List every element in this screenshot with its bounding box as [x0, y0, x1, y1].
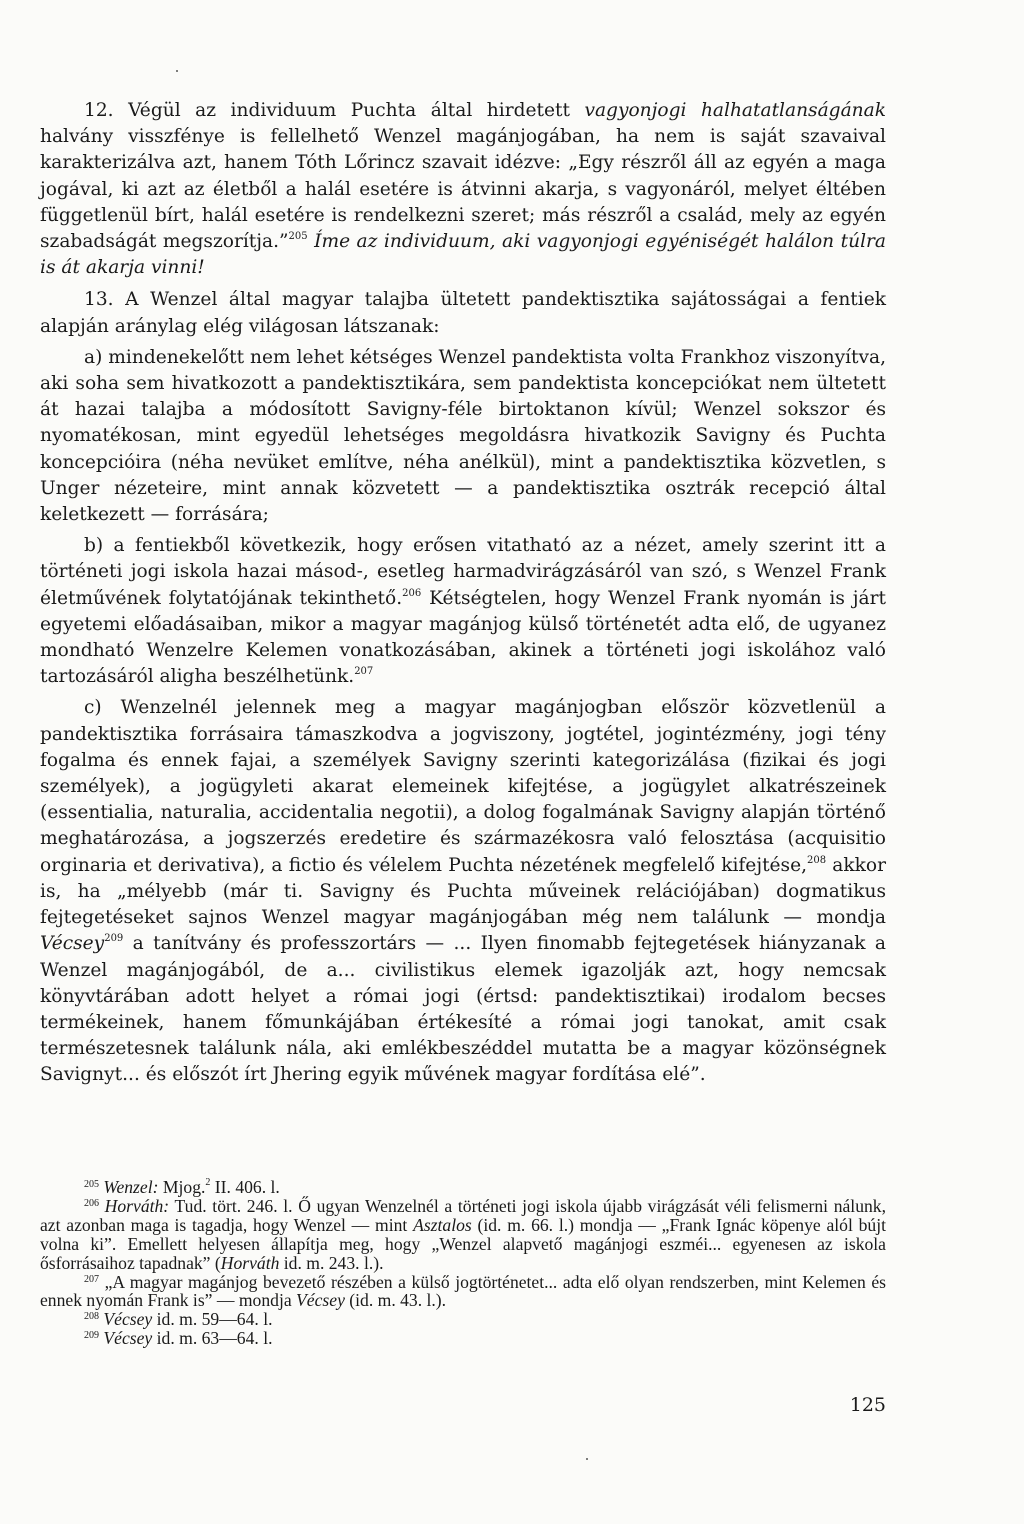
- footnote-text: (id. m. 66. l.) mondja — „Frank Ignác köpenye alól bújt volna ki”. Emellett helyesen állapítja meg, hogy „Wenzel alapvető magánjogi eszméi... egyenesen az iskola ősforrásaihoz tapadnak” (: [40, 1214, 886, 1273]
- footnote-208: [40, 1310, 886, 1329]
- footnotes: [40, 1178, 886, 1348]
- main-text: [40, 98, 886, 1089]
- footnote-number: 207: [84, 1273, 99, 1285]
- footnote-ref-208: 208: [807, 854, 827, 866]
- footnote-205: [40, 1178, 886, 1197]
- paragraph-12: 12. Végül az individuum Puchta által hirdetett vagyonjogi halhatatlanságának halvány visszfénye is fellelhető Wenzel magánjogában, ha nem is saját szavaival karakterizálva azt, hanem Tóth Lőrincz szavait idézve: „Egy részről áll az egyén a maga jogával, ki azt az életből a halál esetére is átvinni akarja, s vagyonáról, melyet éltében függetlenül bírt, halál esetére is rendelkezni szeret; más részről a család, mely az egyén szabadságát megszorítja.”$^{205}$ Íme az individuum, aki vagyonjogi egyéniségét halálon túlra is át akarja vinni!: [40, 100, 886, 279]
- footnote-text: id. m. 59—64. l.: [152, 1309, 273, 1330]
- footnote-number: 206: [84, 1197, 99, 1209]
- footnote-ref-209: 209: [104, 933, 124, 945]
- footnote-text: Tud. tört. 246. l. Ő ugyan Wenzelnél a történeti jogi iskola újabb virágzását véli felismerni nálunk, azt azonban maga is tagadja, hogy Wenzel — mint: [40, 1195, 886, 1235]
- footnote-number: 208: [84, 1311, 99, 1323]
- footnote-209: [40, 1329, 886, 1348]
- footnote-text: II. 406. l.: [210, 1177, 280, 1197]
- footnote-206: [40, 1197, 886, 1273]
- footnote-ref-206: 206: [402, 587, 422, 599]
- footnote-text: id. m. 63—64. l.: [152, 1328, 273, 1349]
- list-item-a: a) mindenekelőtt nem lehet kétséges Wenzel pandektista volta Frankhoz viszonyítva, aki soha sem hivatkozott a pandektisztikára, sem pandektista koncepciókat nem ültetett át hazai talajba a módosított Savigny-féle birtoktanon kívül; Wenzel sokszor és nyomatékosan, mint egyedül lehetséges megoldásra hivatkozik Savigny és Puchta koncepcióira (néha nevüket említve, néha anélkül), mint a pandektisztika közvetlen, s Unger nézeteire, mint annak közvetett — a pandektisztika osztrák recepció által keletkezett — forrására;: [40, 346, 886, 526]
- footnote-number: 209: [84, 1330, 99, 1342]
- footnote-text: Vécsey: [296, 1290, 345, 1311]
- list-item-b: b) a fentiekből következik, hogy erősen vitatható az a nézet, amely szerint itt a történeti jogi iskola hazai másod-, esetleg harmadvirágzásáról van szó, s Wenzel Frank életművének folytatójának tekinthető.$^{206}$ Kétségtelen, hogy Wenzel Frank nyomán is járt egyetemi előadásaiban, mikor a magyar magánjog külső történetét adta elő, de ugyanez mondható Wenzelre Kelemen vonatkozásában, akinek a történeti jogi iskolához való tartozásáról aligha beszélhetünk.$^{207}$: [40, 535, 886, 688]
- footnote-text: Mjog.: [158, 1177, 206, 1197]
- footnote-text: (id. m. 43. l.).: [344, 1290, 447, 1311]
- footnote-ref-207: 207: [354, 666, 374, 678]
- footnote-207: [40, 1273, 886, 1311]
- footnote-ref-205: 205: [288, 231, 308, 243]
- footnote-text: Horváth:: [104, 1195, 170, 1216]
- footnote-text: Vécsey: [103, 1328, 153, 1349]
- footnote-number: 205: [84, 1179, 99, 1190]
- footnote-text: 2: [205, 1177, 211, 1188]
- scan-speck: [176, 70, 178, 72]
- footnote-text: Asztalos: [413, 1214, 472, 1235]
- page-number: 125: [849, 1394, 886, 1416]
- footnote-text: Horváth: [220, 1252, 280, 1273]
- footnote-text: id. m. 243. l.).: [279, 1252, 384, 1273]
- footnote-text: „A magyar magánjog bevezető részében a külső jogtörténetet... adta elő olyan rendszerben, mint Kelemen és ennek nyomán Frank is” — mondja: [40, 1271, 886, 1311]
- footnote-text: Wenzel:: [103, 1177, 159, 1197]
- scan-speck: [586, 1458, 588, 1460]
- footnote-text: Vécsey: [103, 1309, 153, 1330]
- list-item-c: c) Wenzelnél jelennek meg a magyar magánjogban először közvetlenül a pandektisztika forrásaira támaszkodva a jogviszony, jogtétel, jogintézmény, jogi tény fogalma és ennek fajai, a személyek Savigny szerinti kategorizálása (fizikai és jogi személyek), a jogügyleti akarat elemeinek kifejtése, a jogügylet alkatrészeinek (essentialia, naturalia, accidentalia negotii), a dolog fogalmának Savigny alapján történő meghatározása, a jogszerzés eredetire és származékosra való felosztása (acquisitio orginaria et derivativa), a fictio és vélelem Puchta nézetének megfelelő kifejtése,$^{208}$ akkor is, ha „mélyebb (már ti. Savigny és Puchta műveinek relációjában) dogmatikus fejtegetéseket sajnos Wenzel magyar magánjogában még nem találunk — mondja Vécsey$^{209}$ a tanítvány és professzortárs — ... Ilyen finomabb fejtegetések hiányzanak a Wenzel magánjogából, de a... civilistikus elemek igazolják azt, hogy nemcsak könyvtárában adott helyet a római jogi (értsd: pandektisztikai) irodalom becses termékeinek, hanem főmunkájában értékesíté a római jogi tanokat, amit csak természetesnek találunk nála, aki emlékbeszéddel mutatta be a magyar közönségnek Savignyt... és előszót írt Jhering egyik művének magyar fordítása elé”.: [40, 697, 886, 1086]
- paragraph-13: 13. A Wenzel által magyar talajba ültetett pandektisztika sajátosságai a fentiek alapján aránylag elég világosan látszanak:: [40, 289, 886, 337]
